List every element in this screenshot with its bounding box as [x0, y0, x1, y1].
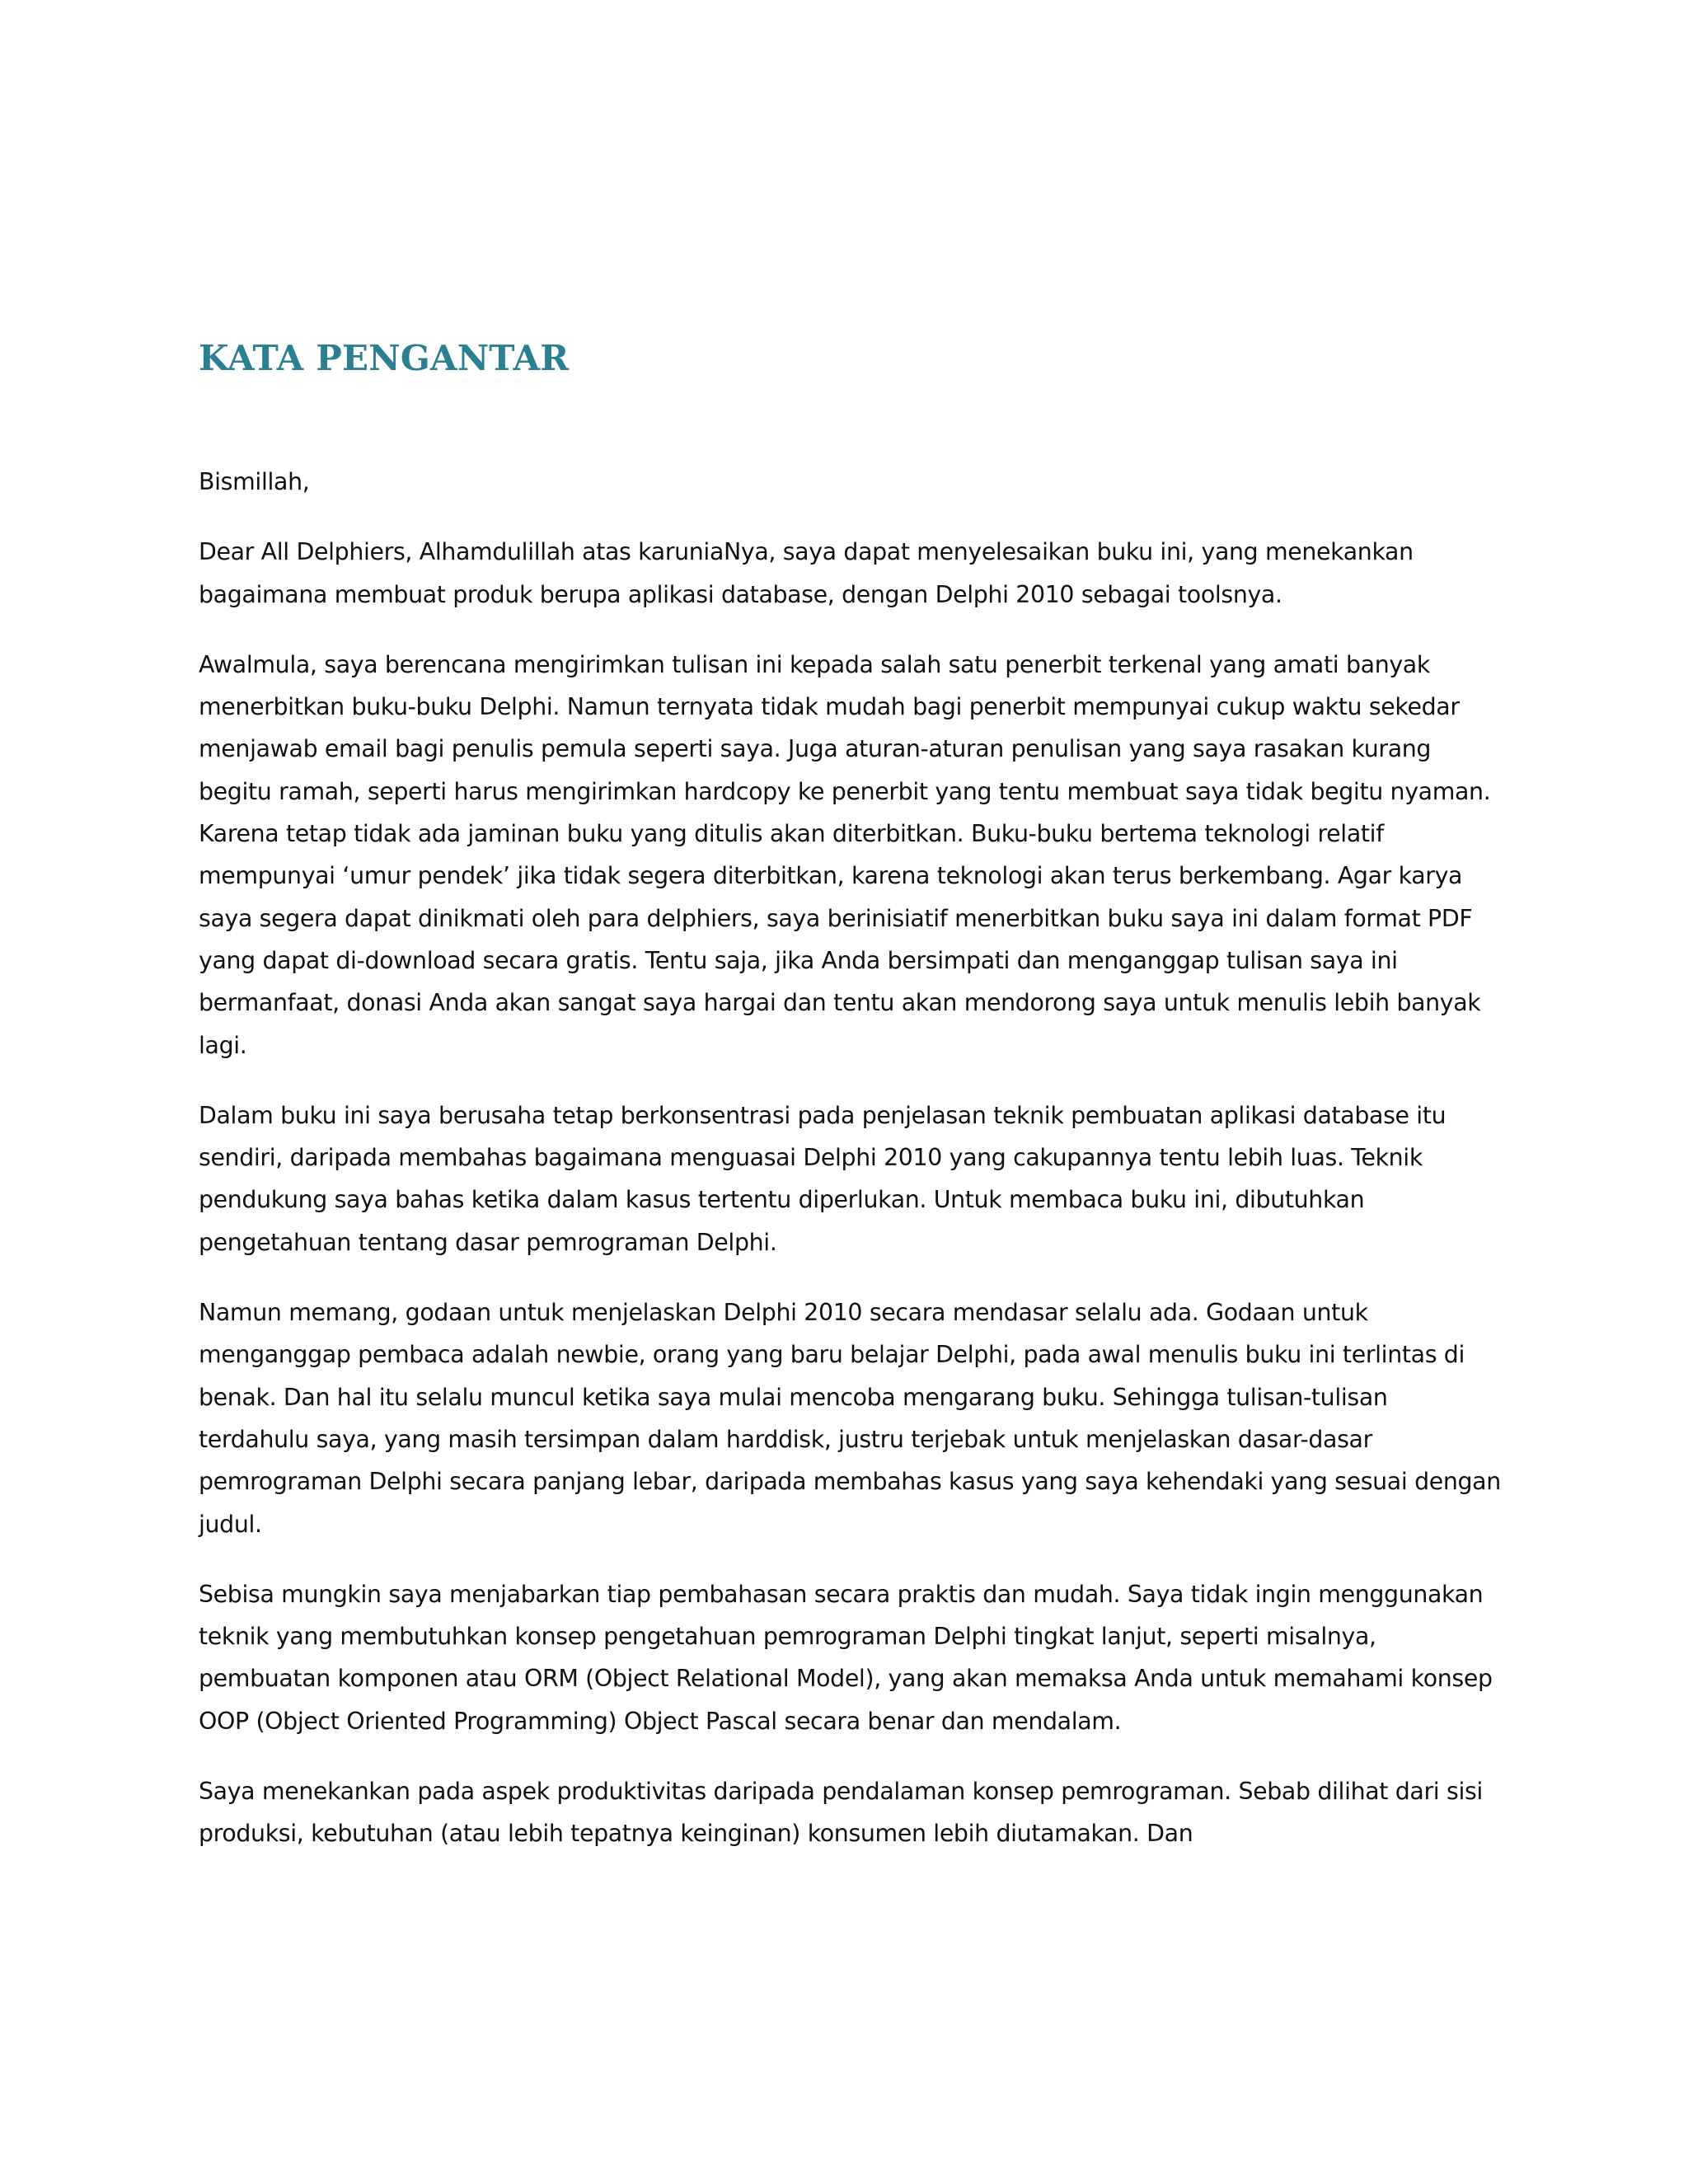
paragraph-temptation: Namun memang, godaan untuk menjelaskan Delphi 2010 secara mendasar selalu ada. Godaan untuk menganggap pembaca adalah newbie, orang yang baru belajar Delphi, pada awal menulis buku ini terlintas di benak. Dan hal itu selalu muncul ketika saya mulai mencoba mengarang buku. Sehingga tulisan-tulisan terdahulu saya, yang masih tersimpan dalam harddisk, justru terjebak untuk menjelaskan dasar-dasar pemrograman Delphi secara panjang lebar, daripada membahas kasus yang saya kehendaki yang sesuai dengan judul. [199, 1299, 1501, 1538]
paragraph-approach: Sebisa mungkin saya menjabarkan tiap pembahasan secara praktis dan mudah. Saya tidak ingin menggunakan teknik yang membutuhkan konsep pengetahuan pemrograman Delphi tingkat lanjut, seperti misalnya, pembuatan komponen atau ORM (Object Relational Model), yang akan memaksa Anda untuk memahami konsep OOP (Object Oriented Programming) Object Pascal secara benar dan mendalam. [199, 1580, 1493, 1735]
body-text [199, 461, 1501, 1855]
paragraph-focus: Dalam buku ini saya berusaha tetap berkonsentrasi pada penjelasan teknik pembuatan aplikasi database itu sendiri, daripada membahas bagaimana menguasai Delphi 2010 yang cakupannya tentu lebih luas. Teknik pendukung saya bahas ketika dalam kasus tertentu diperlukan. Untuk membaca buku ini, dibutuhkan pengetahuan tentang dasar pemrograman Delphi. [199, 1101, 1447, 1256]
page-title: KATA PENGANTAR [199, 338, 570, 378]
page-content [199, 334, 1501, 1883]
paragraph-productivity: Saya menekankan pada aspek produktivitas daripada pendalaman konsep pemrograman. Sebab dilihat dari sisi produksi, kebutuhan (atau lebih tepatnya keinginan) konsumen lebih diutamakan. Dan [199, 1778, 1483, 1848]
paragraph-intro: Dear All Delphiers, Alhamdulillah atas karuniaNya, saya dapat menyelesaikan buku ini, yang menekankan bagaimana membuat produk berupa aplikasi database, dengan Delphi 2010 sebagai toolsnya. [199, 538, 1414, 608]
paragraph-background: Awalmula, saya berencana mengirimkan tulisan ini kepada salah satu penerbit terkenal yang amati banyak menerbitkan buku-buku Delphi. Namun ternyata tidak mudah bagi penerbit mempunyai cukup waktu sekedar menjawab email bagi penulis pemula seperti saya. Juga aturan-aturan penulisan yang saya rasakan kurang begitu ramah, seperti harus mengirimkan hardcopy ke penerbit yang tentu membuat saya tidak begitu nyaman. Karena tetap tidak ada jaminan buku yang ditulis akan diterbitkan. Buku-buku bertema teknologi relatif mempunyai ‘umur pendek’ jika tidak segera diterbitkan, karena teknologi akan terus berkembang. Agar karya saya segera dapat dinikmati oleh para delphiers, saya berinisiatif menerbitkan buku saya ini dalam format PDF yang dapat di-download secara gratis. Tentu saja, jika Anda bersimpati dan menganggap tulisan saya ini bermanfaat, donasi Anda akan sangat saya hargai dan tentu akan mendorong saya untuk menulis lebih banyak lagi. [199, 650, 1491, 1059]
paragraph-greeting: Bismillah, [199, 468, 310, 495]
